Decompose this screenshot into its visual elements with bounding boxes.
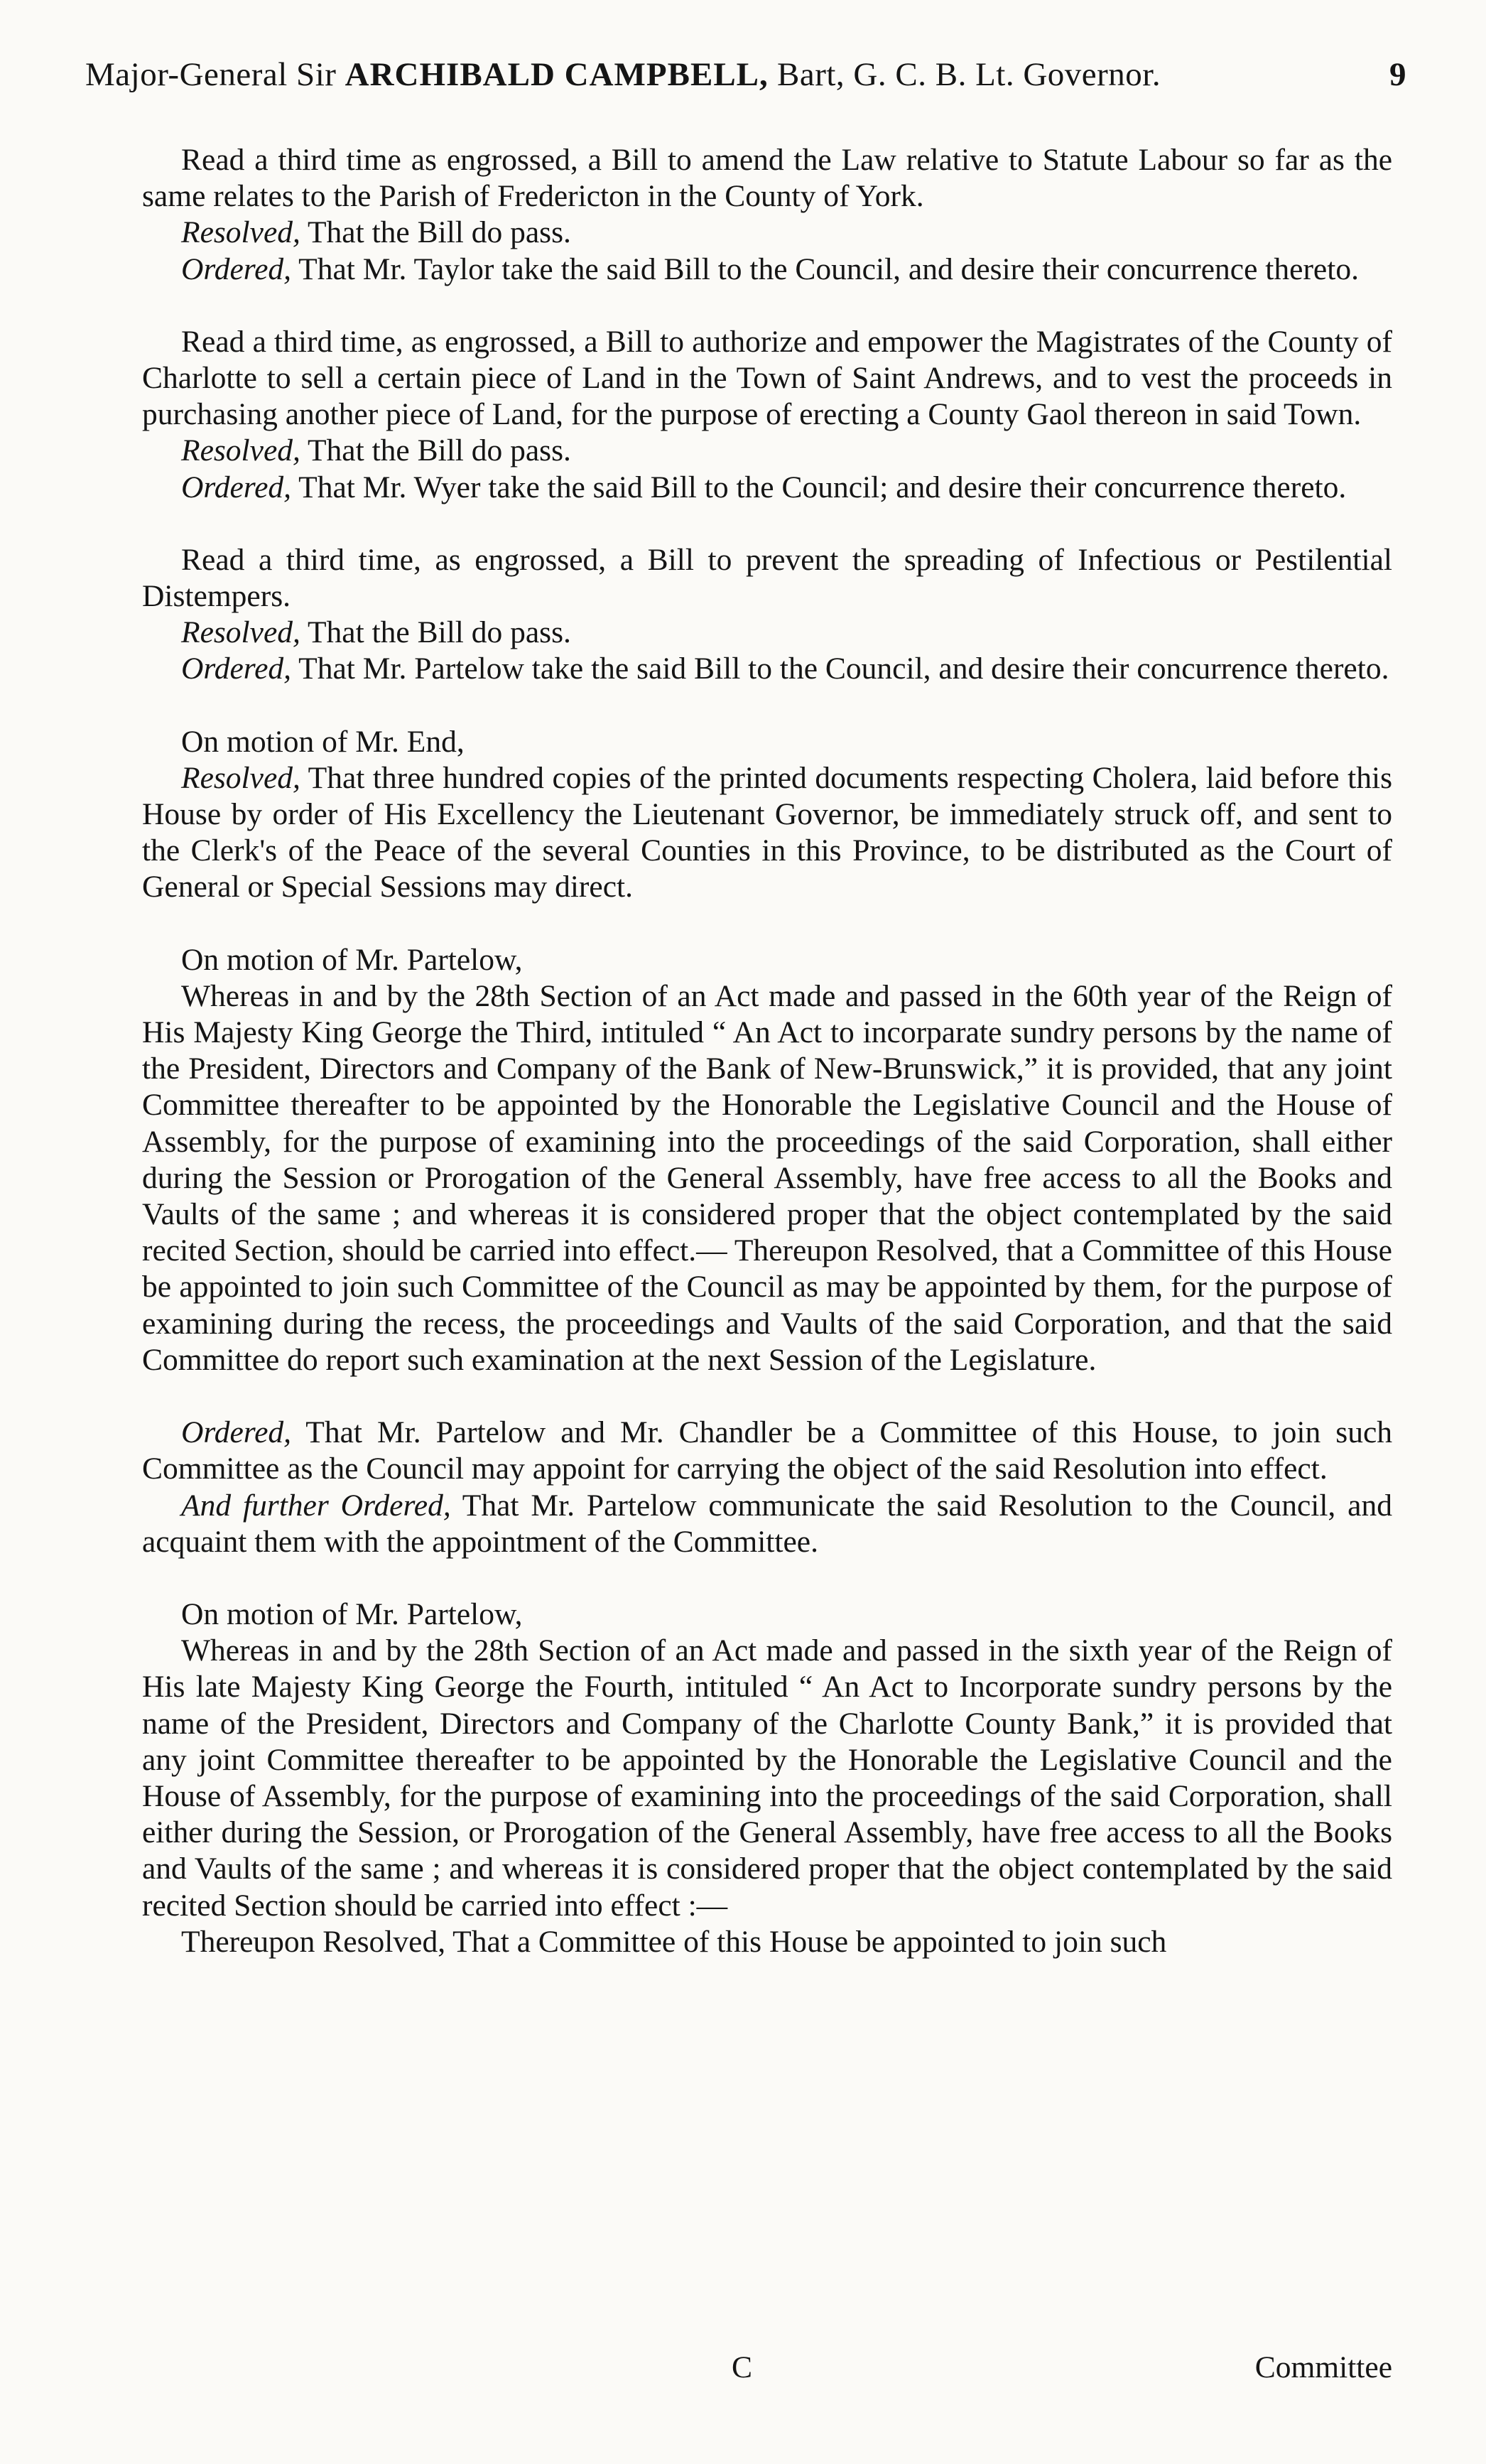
paragraph bbox=[142, 252, 1392, 288]
paragraph-text: That Mr. Partelow communicate the said Resolution to the Council, and acquaint them with the appointment of the Committee. bbox=[142, 1488, 1392, 1559]
paragraph-text: That three hundred copies of the printed documents respecting Cholera, laid before this House by order of His Excellency the Lieutenant Governor, be immediately struck off, and sent to the Clerk's of the Peace of the several Counties in this Province, to be distributed as the Court of General or Special Sessions may direct. bbox=[142, 760, 1392, 904]
paragraph-text: On motion of Mr. Partelow, bbox=[181, 1596, 523, 1631]
paragraph-text: On motion of Mr. End, bbox=[181, 724, 465, 759]
paragraph bbox=[142, 1415, 1392, 1487]
paragraph bbox=[142, 215, 1392, 251]
paragraph-text: That Mr. Taylor take the said Bill to the Council, and desire their concurrence thereto. bbox=[298, 252, 1359, 286]
paragraph bbox=[142, 1924, 1392, 1960]
paragraph-label: Ordered, bbox=[181, 1415, 292, 1450]
journal-entry bbox=[142, 324, 1392, 506]
journal-entry bbox=[142, 1596, 1392, 1960]
paragraph bbox=[142, 542, 1392, 615]
paragraph-text: Whereas in and by the 28th Section of an Act made and passed in the 60th year of the Reign of His Majesty King George the Third, intituled “ An Act to incorparate sundry persons by the name of the President, Directors and Company of the Bank of New-Brunswick,” it is provided, that any joint Committee thereafter to be appointed by the Honorable the Legislative Council and the House of Assembly, for the purpose of examining into the proceedings of the said Corporation, shall either during the Session or Prorogation of the General Assembly, have free access to all the Books and Vaults of the same ; and whereas it is considered proper that the object contemplated by the said recited Section, should be carried into effect.— Thereupon Resolved, that a Committee of this House be appointed to join such Committee of the Council as may be appointed by them, for the purpose of examining during the recess, the proceedings and Vaults of the said Corporation, and that the said Committee do report such examination at the next Session of the Legislature. bbox=[142, 978, 1392, 1377]
paragraph bbox=[142, 1488, 1392, 1560]
paragraph-text: Read a third time, as engrossed, a Bill to authorize and empower the Magistrates of the County of Charlotte to sell a certain piece of Land in the Town of Saint Andrews, and to vest the proceeds in purchasing another piece of Land, for the purpose of erecting a County Gaol thereon in said Town. bbox=[142, 324, 1392, 432]
paragraph bbox=[142, 433, 1392, 469]
paragraph-text: That Mr. Wyer take the said Bill to the Council; and desire their concurrence thereto. bbox=[298, 470, 1347, 504]
paragraph-label: Ordered, bbox=[181, 470, 292, 504]
journal-entry bbox=[142, 1415, 1392, 1560]
header-name: ARCHIBALD CAMPBELL, bbox=[345, 56, 769, 93]
paragraph-text: Read a third time, as engrossed, a Bill to prevent the spreading of Infectious or Pestilential Distempers. bbox=[142, 542, 1392, 614]
paragraph-text: That the Bill do pass. bbox=[307, 615, 571, 650]
page-number: 9 bbox=[1389, 56, 1406, 93]
paragraph-label: Resolved, bbox=[181, 433, 300, 468]
paragraph bbox=[142, 470, 1392, 506]
journal-entry bbox=[142, 142, 1392, 288]
paragraph-label: Resolved, bbox=[181, 615, 300, 650]
paragraph-label: Ordered, bbox=[181, 652, 292, 686]
page-footer bbox=[142, 2349, 1392, 2386]
paragraph bbox=[142, 1633, 1392, 1924]
paragraph-text: Read a third time as engrossed, a Bill to amend the Law relative to Statute Labour so far as the same relates to the Parish of Fredericton in the County of York. bbox=[142, 143, 1392, 214]
paragraph bbox=[142, 724, 1392, 760]
paragraph-text: That the Bill do pass. bbox=[307, 433, 571, 468]
catchword: Committee bbox=[1254, 2350, 1392, 2384]
paragraph bbox=[142, 615, 1392, 651]
paragraph bbox=[142, 1596, 1392, 1633]
paragraph-text: That the Bill do pass. bbox=[307, 215, 571, 250]
journal-entry bbox=[142, 542, 1392, 688]
paragraph-text: That Mr. Partelow take the said Bill to the Council, and desire their concurrence thereto. bbox=[298, 652, 1389, 686]
paragraph bbox=[142, 142, 1392, 215]
paragraph-text: Whereas in and by the 28th Section of an Act made and passed in the sixth year of the Reign of His late Majesty King George the Fourth, intituled “ An Act to Incorporate sundry persons by the name of the President, Directors and Company of the Charlotte County Bank,” it is provided that any joint Committee thereafter to be appointed by the Honorable the Legislative Council and the House of Assembly, for the purpose of examining into the proceedings of the said Corporation, shall either during the Session, or Prorogation of the General Assembly, have free access to all the Books and Vaults of the same ; and whereas it is considered proper that the object contemplated by the said recited Section should be carried into effect :— bbox=[142, 1633, 1392, 1923]
journal-entry bbox=[142, 942, 1392, 1378]
header-suffix: Bart, G. C. B. Lt. Governor. bbox=[777, 56, 1161, 93]
paragraph bbox=[142, 942, 1392, 978]
paragraph-label: Resolved, bbox=[181, 760, 300, 795]
paragraph-label: Ordered, bbox=[181, 252, 292, 286]
paragraph bbox=[142, 324, 1392, 433]
journal-body bbox=[142, 142, 1392, 1960]
journal-entry bbox=[142, 724, 1392, 906]
paragraph-text: That Mr. Partelow and Mr. Chandler be a Committee of this House, to join such Committee as the Council may appoint for carrying the object of the said Resolution into effect. bbox=[142, 1415, 1392, 1486]
header-prefix: Major-General Sir bbox=[85, 56, 337, 93]
paragraph-label: And further Ordered, bbox=[181, 1488, 451, 1523]
signature-mark: C bbox=[732, 2350, 753, 2384]
paragraph-text: On motion of Mr. Partelow, bbox=[181, 942, 523, 977]
paragraph bbox=[142, 978, 1392, 1378]
paragraph-text: Thereupon Resolved, That a Committee of this House be appointed to join such bbox=[181, 1924, 1167, 1959]
paragraph-label: Resolved, bbox=[181, 215, 300, 250]
running-header bbox=[85, 50, 1406, 99]
paragraph bbox=[142, 760, 1392, 906]
paragraph bbox=[142, 651, 1392, 687]
